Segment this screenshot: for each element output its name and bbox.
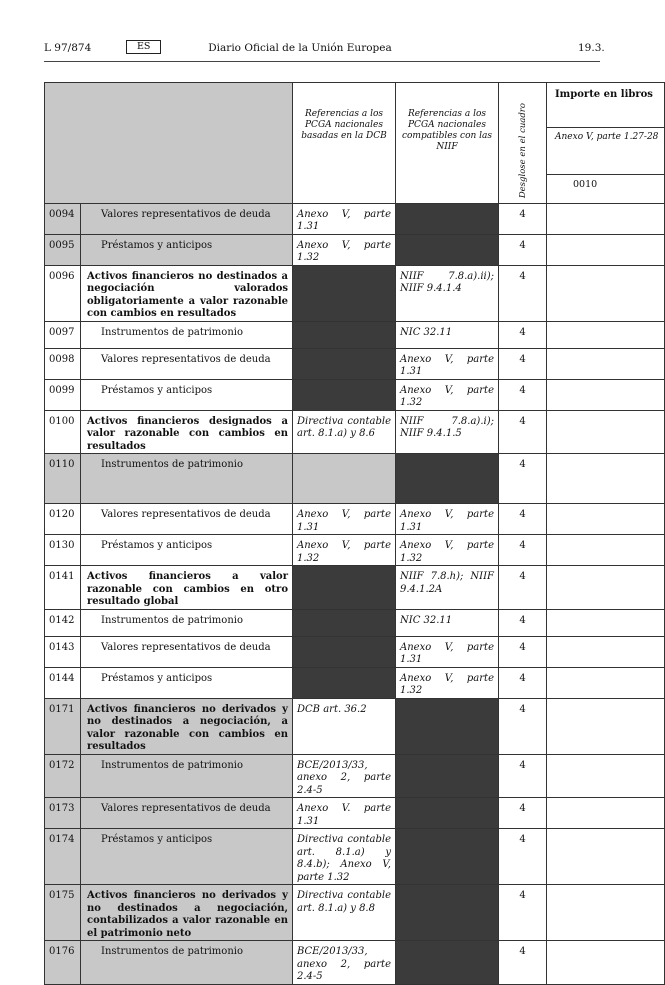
table-row: [45, 667, 665, 698]
col-header-importe: Importe en libros: [547, 83, 665, 128]
page-header: [0, 38, 605, 60]
row-importe: [547, 265, 665, 321]
row-ref-niif: [396, 829, 499, 885]
row-desglose: 4: [499, 941, 547, 985]
row-desglose: 4: [499, 203, 547, 234]
row-ref-dcb: [293, 379, 396, 410]
row-ref-niif: [396, 798, 499, 829]
row-ref-dcb: Anexo V, parte 1.32: [293, 535, 396, 566]
row-importe: [547, 566, 665, 610]
table-row: [45, 265, 665, 321]
table-row: [45, 754, 665, 798]
row-importe: [547, 829, 665, 885]
row-importe: [547, 941, 665, 985]
row-ref-niif: NIIF 7.8.h); NIIF 9.4.1.2A: [396, 566, 499, 610]
row-importe: [547, 798, 665, 829]
row-desglose: 4: [499, 348, 547, 379]
row-ref-dcb: [293, 454, 396, 504]
row-code: 0141: [45, 566, 81, 610]
row-code: 0100: [45, 410, 81, 454]
row-desglose: 4: [499, 566, 547, 610]
row-importe: [547, 698, 665, 754]
row-ref-niif: [396, 454, 499, 504]
row-label: Valores representativos de deuda: [81, 798, 293, 829]
row-desglose: 4: [499, 829, 547, 885]
row-desglose: 4: [499, 265, 547, 321]
row-ref-dcb: [293, 667, 396, 698]
desglose-label: Desglose en el cuadro: [517, 103, 528, 199]
financial-assets-table: [44, 82, 665, 985]
row-code: 0095: [45, 234, 81, 265]
row-ref-niif: [396, 885, 499, 941]
row-desglose: 4: [499, 798, 547, 829]
row-label: Activos financieros no derivados y no destinados a negociación, a valor razonable con cambios en resultados: [81, 698, 293, 754]
row-label: Instrumentos de patrimonio: [81, 321, 293, 348]
table-row: [45, 321, 665, 348]
row-importe: [547, 636, 665, 667]
table-row: [45, 454, 665, 504]
row-desglose: 4: [499, 321, 547, 348]
table-row: [45, 798, 665, 829]
row-ref-niif: Anexo V, parte 1.31: [396, 348, 499, 379]
row-code: 0174: [45, 829, 81, 885]
row-ref-dcb: BCE/2013/33, anexo 2, parte 2.4-5: [293, 754, 396, 798]
col-header-code: 0010: [547, 174, 665, 203]
row-label: Valores representativos de deuda: [81, 636, 293, 667]
table-row: [45, 379, 665, 410]
row-ref-niif: NIIF 7.8.a).ii); NIIF 9.4.1.4: [396, 265, 499, 321]
publication-date: 19.3.: [578, 42, 605, 54]
row-label: Instrumentos de patrimonio: [81, 941, 293, 985]
row-ref-niif: [396, 234, 499, 265]
row-ref-niif: NIC 32.11: [396, 321, 499, 348]
row-importe: [547, 348, 665, 379]
row-importe: [547, 754, 665, 798]
row-code: 0110: [45, 454, 81, 504]
row-code: 0175: [45, 885, 81, 941]
header-rule: [44, 61, 600, 62]
row-code: 0097: [45, 321, 81, 348]
row-desglose: 4: [499, 609, 547, 636]
row-code: 0142: [45, 609, 81, 636]
row-desglose: 4: [499, 885, 547, 941]
row-label: Activos financieros designados a valor razonable con cambios en resultados: [81, 410, 293, 454]
row-ref-niif: [396, 754, 499, 798]
row-importe: [547, 379, 665, 410]
row-importe: [547, 410, 665, 454]
row-ref-niif: Anexo V, parte 1.32: [396, 535, 499, 566]
row-code: 0098: [45, 348, 81, 379]
table-row: [45, 504, 665, 535]
table-row: [45, 829, 665, 885]
row-code: 0096: [45, 265, 81, 321]
row-code: 0176: [45, 941, 81, 985]
row-desglose: 4: [499, 535, 547, 566]
row-ref-dcb: Anexo V, parte 1.31: [293, 203, 396, 234]
row-ref-dcb: [293, 348, 396, 379]
row-desglose: 4: [499, 636, 547, 667]
row-ref-dcb: Directiva contable art. 8.1.a) y 8.4.b); Anexo V, parte 1.32: [293, 829, 396, 885]
row-desglose: 4: [499, 234, 547, 265]
row-label: Instrumentos de patrimonio: [81, 454, 293, 504]
row-label: Activos financieros no destinados a negociación valorados obligatoriamente a valor razonable con cambios en resultados: [81, 265, 293, 321]
language-badge: ES: [126, 40, 161, 54]
row-ref-niif: [396, 698, 499, 754]
row-code: 0171: [45, 698, 81, 754]
col-header-ref-niif: Referencias a los PCGA nacionales compatibles con las NIIF: [396, 83, 499, 204]
row-ref-dcb: [293, 265, 396, 321]
table-row: [45, 234, 665, 265]
row-ref-dcb: BCE/2013/33, anexo 2, parte 2.4-5: [293, 941, 396, 985]
row-importe: [547, 454, 665, 504]
row-desglose: 4: [499, 754, 547, 798]
row-label: Préstamos y anticipos: [81, 535, 293, 566]
row-importe: [547, 885, 665, 941]
row-ref-niif: Anexo V, parte 1.31: [396, 636, 499, 667]
row-desglose: 4: [499, 454, 547, 504]
row-code: 0143: [45, 636, 81, 667]
row-ref-dcb: [293, 321, 396, 348]
row-label: Valores representativos de deuda: [81, 203, 293, 234]
table-row: [45, 698, 665, 754]
journal-reference: L 97/874: [44, 42, 92, 54]
row-ref-dcb: [293, 636, 396, 667]
row-importe: [547, 203, 665, 234]
row-code: 0120: [45, 504, 81, 535]
row-label: Valores representativos de deuda: [81, 348, 293, 379]
table-row: [45, 885, 665, 941]
row-ref-dcb: Directiva contable art. 8.1.a) y 8.6: [293, 410, 396, 454]
row-desglose: 4: [499, 410, 547, 454]
row-ref-niif: [396, 941, 499, 985]
row-ref-dcb: [293, 609, 396, 636]
row-ref-dcb: [293, 566, 396, 610]
col-header-desglose: [499, 83, 547, 204]
row-importe: [547, 504, 665, 535]
table-row: [45, 636, 665, 667]
row-importe: [547, 535, 665, 566]
row-ref-niif: [396, 203, 499, 234]
table-row: [45, 609, 665, 636]
row-ref-niif: Anexo V, parte 1.32: [396, 379, 499, 410]
row-desglose: 4: [499, 667, 547, 698]
row-code: 0144: [45, 667, 81, 698]
row-desglose: 4: [499, 504, 547, 535]
journal-title: Diario Oficial de la Unión Europea: [208, 42, 392, 54]
row-label: Préstamos y anticipos: [81, 379, 293, 410]
table-row: [45, 941, 665, 985]
row-ref-dcb: Anexo V. parte 1.31: [293, 798, 396, 829]
row-desglose: 4: [499, 698, 547, 754]
table-row: [45, 566, 665, 610]
row-ref-niif: NIC 32.11: [396, 609, 499, 636]
row-code: 0094: [45, 203, 81, 234]
row-code: 0173: [45, 798, 81, 829]
table-row: [45, 348, 665, 379]
row-ref-niif: Anexo V, parte 1.31: [396, 504, 499, 535]
row-label: Préstamos y anticipos: [81, 829, 293, 885]
row-importe: [547, 321, 665, 348]
row-importe: [547, 609, 665, 636]
col-header-importe-ref: Anexo V, parte 1.27-28: [547, 127, 665, 174]
row-ref-niif: NIIF 7.8.a).i); NIIF 9.4.1.5: [396, 410, 499, 454]
header-blank-cell: [45, 83, 293, 204]
column-header-row: [45, 83, 665, 128]
row-label: Activos financieros a valor razonable con cambios en otro resultado global: [81, 566, 293, 610]
row-label: Valores representativos de deuda: [81, 504, 293, 535]
row-importe: [547, 667, 665, 698]
table-row: [45, 410, 665, 454]
row-desglose: 4: [499, 379, 547, 410]
row-label: Préstamos y anticipos: [81, 667, 293, 698]
row-ref-dcb: Anexo V, parte 1.32: [293, 234, 396, 265]
col-header-ref-dcb: Referencias a los PCGA nacionales basadas en la DCB: [293, 83, 396, 204]
table-row: [45, 203, 665, 234]
row-label: Instrumentos de patrimonio: [81, 609, 293, 636]
row-ref-dcb: Directiva contable art. 8.1.a) y 8.8: [293, 885, 396, 941]
row-ref-dcb: DCB art. 36.2: [293, 698, 396, 754]
row-label: Préstamos y anticipos: [81, 234, 293, 265]
row-ref-dcb: Anexo V, parte 1.31: [293, 504, 396, 535]
row-code: 0172: [45, 754, 81, 798]
table-row: [45, 535, 665, 566]
row-label: Activos financieros no derivados y no destinados a negociación, contabilizados a valor razonable en el patrimonio neto: [81, 885, 293, 941]
row-code: 0099: [45, 379, 81, 410]
row-importe: [547, 234, 665, 265]
row-code: 0130: [45, 535, 81, 566]
row-label: Instrumentos de patrimonio: [81, 754, 293, 798]
row-ref-niif: Anexo V, parte 1.32: [396, 667, 499, 698]
